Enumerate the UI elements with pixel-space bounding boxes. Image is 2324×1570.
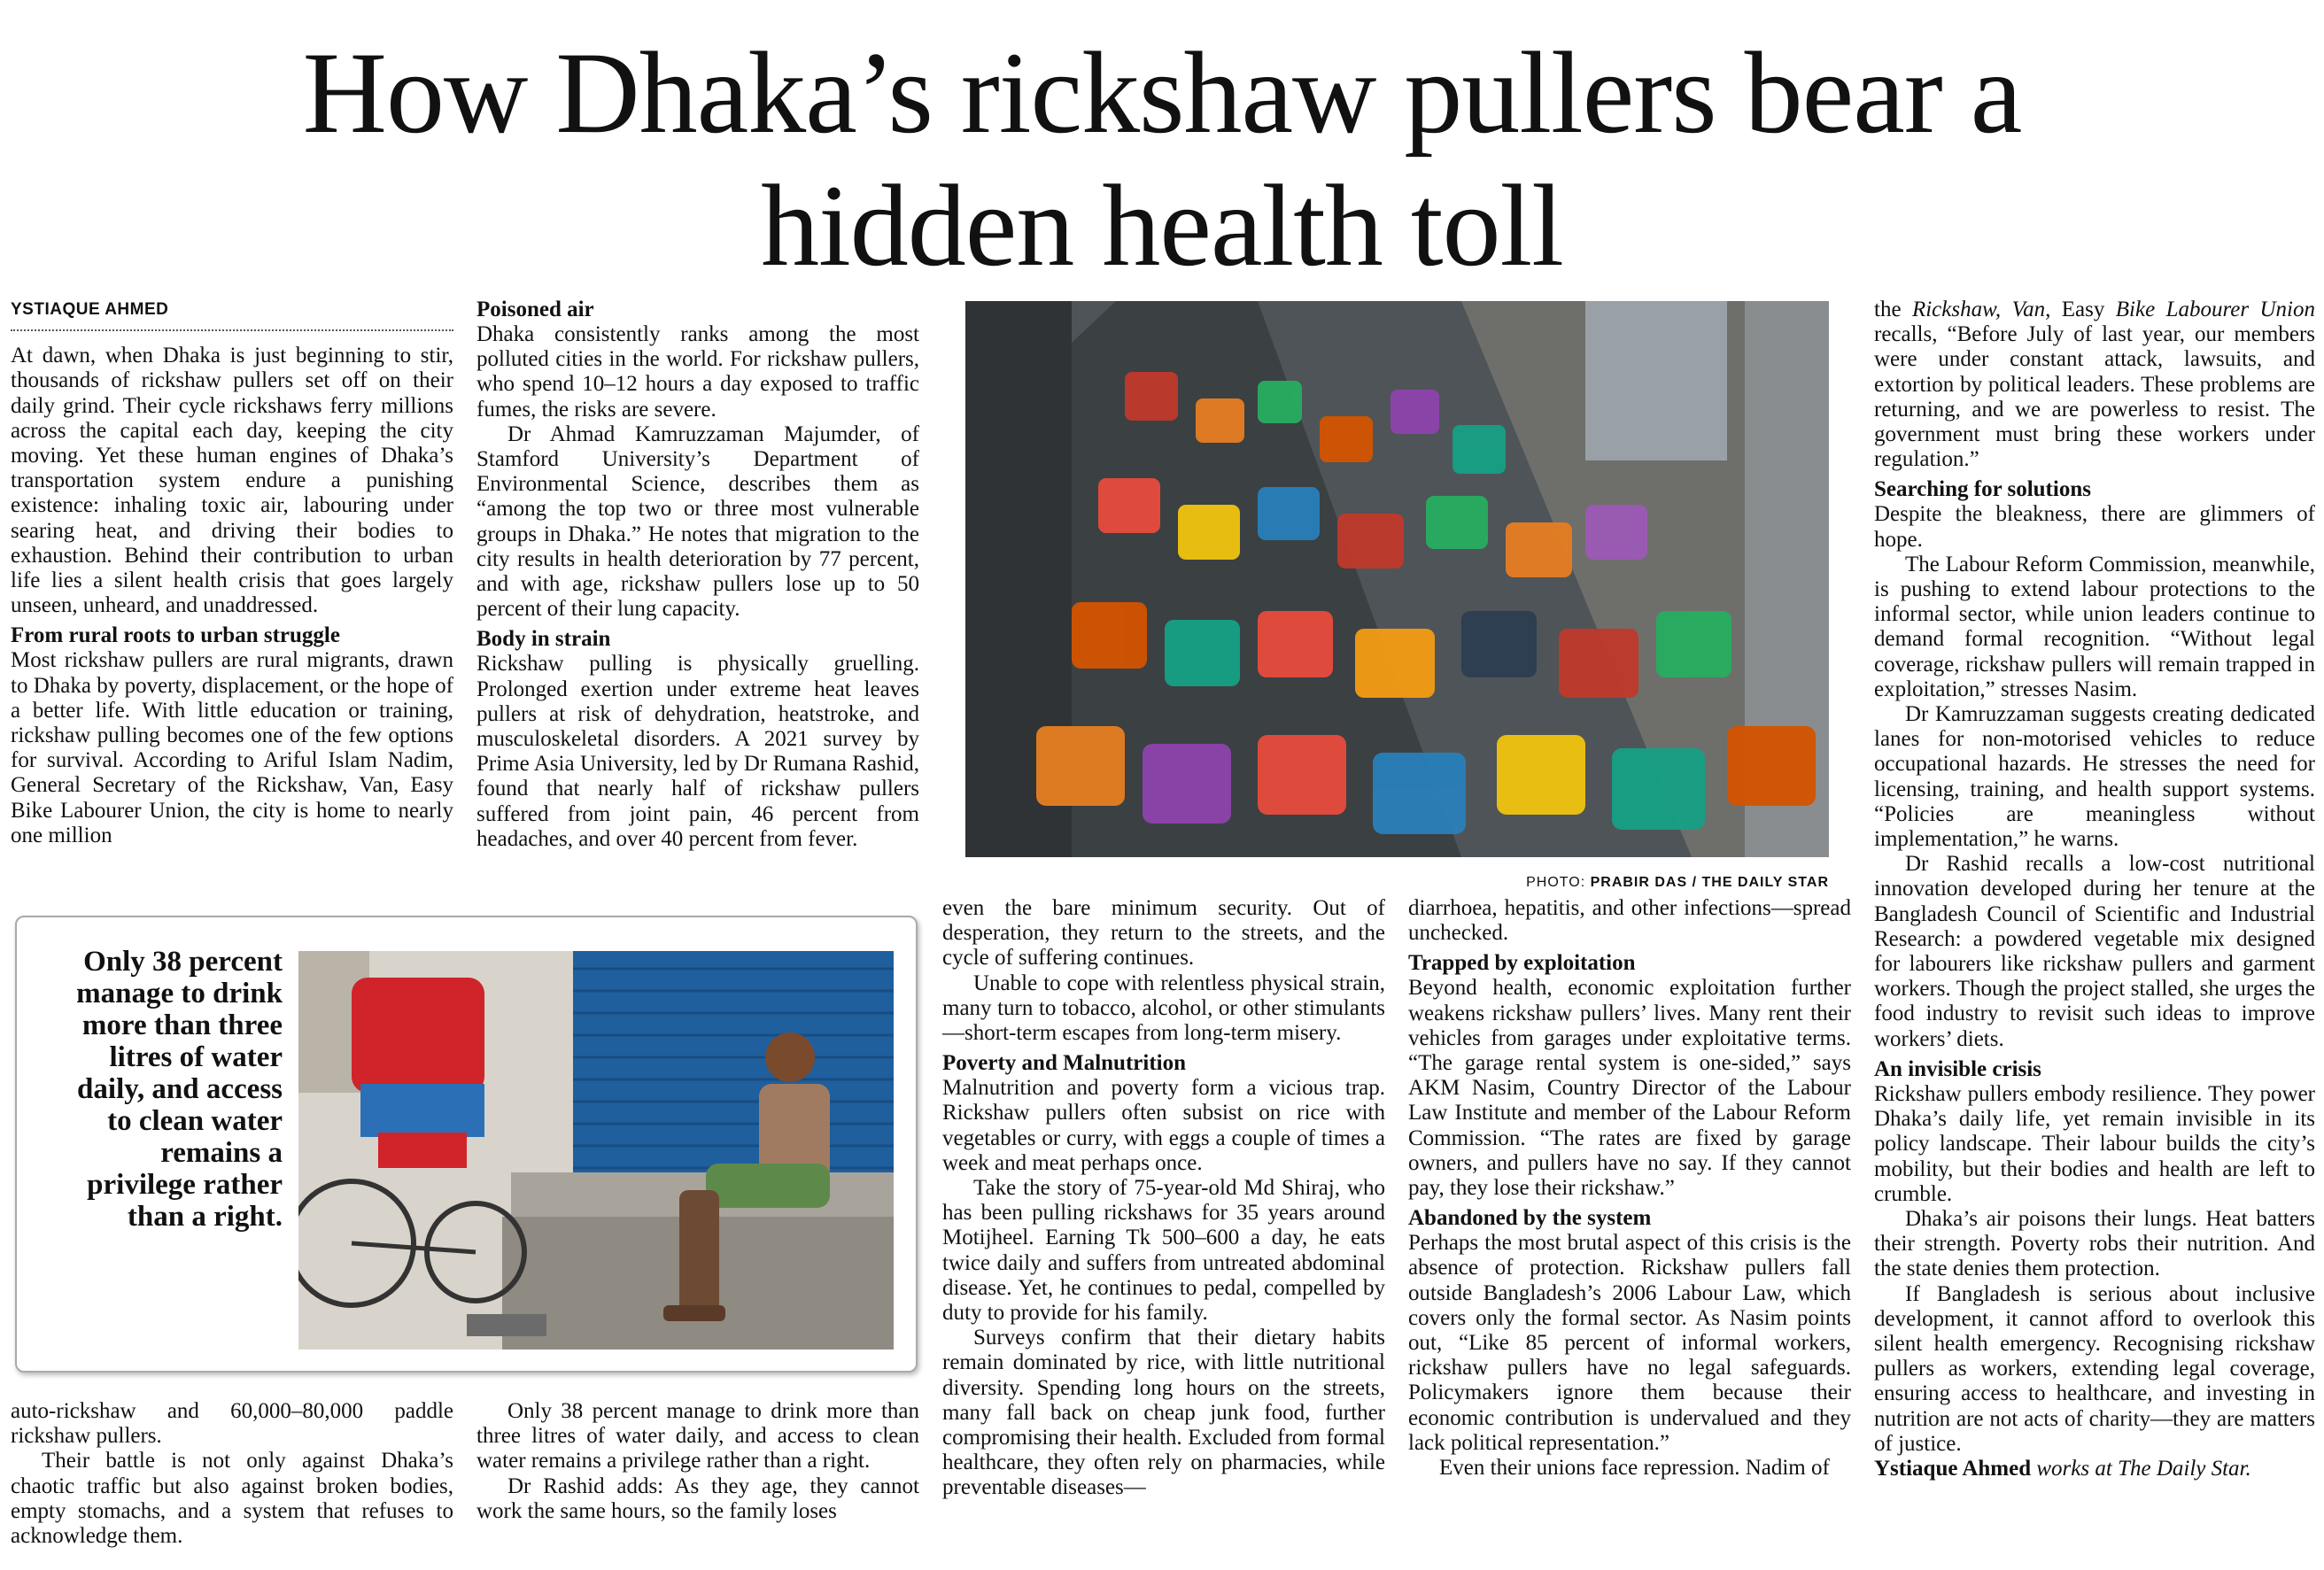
paragraph-water: Only 38 percent manage to drink more than three litres of water daily, and access to clean water remains a privilege rather than a right. <box>476 1399 919 1473</box>
paragraph-diarrhoea: diarrhoea, hepatitis, and other infections—spread unchecked. <box>1408 896 1851 946</box>
union-name-italic-2: Bike Labourer Union <box>2115 298 2315 321</box>
paragraph-air-poisons: Dhaka’s air poisons their lungs. Heat batters their strength. Poverty robs their nutrition. And the state denies them protection. <box>1874 1206 2315 1281</box>
paragraph-malnutrition: Malnutrition and poverty form a vicious trap. Rickshaw pullers often subsist on rice with vegetables or curry, with eggs a couple of times a week and meat perhaps once. <box>942 1076 1385 1175</box>
author-works-at: works at <box>2036 1456 2112 1481</box>
pull-quote-box <box>15 916 918 1373</box>
paragraph-continuation: auto-rickshaw and 60,000–80,000 paddle rickshaw pullers. <box>11 1399 453 1449</box>
paragraph-dedicated-lanes: Dr Kamruzzaman suggests creating dedicated lanes for non-motorised vehicles to reduce occupational hazards. He stresses the need for licensing, training, and health support systems. “Policies are meaningless without implementation,” he warns. <box>1874 702 2315 852</box>
paragraph-garage-rental: Beyond health, economic exploitation further weakens rickshaw pullers’ lives. Many rent their vehicles from garages under exploitative terms. “The garage rental system is one-sided,” says AKM Nasim, Country Director of the Labour Law Institute and member of the Labour Reform Commission. “The rates are fixed by garage owners, and pullers have no say. If they cannot pay, they lose their rickshaw.” <box>1408 976 1851 1201</box>
photo-credit-name: PRABIR DAS / THE DAILY STAR <box>1590 875 1829 890</box>
paragraph-glimmers: Despite the bleakness, there are glimmers of hope. <box>1874 502 2315 552</box>
subhead-invisible-crisis: An invisible crisis <box>1874 1056 2041 1081</box>
paragraph-nutritional-innovation: Dr Rashid recalls a low-cost nutritional innovation developed during her tenure at the Bangladesh Council of Scientific and Industrial Research: a powdered vegetable mix designed for labourers like rickshaw pullers and garment workers. Though the project stalled, she urges the food industry to revisit such ideas to improve workers’ diets. <box>1874 852 2315 1051</box>
paragraph-resilience: Rickshaw pullers embody resilience. They power Dhaka’s daily life, yet remain invisible in its policy landscape. Their labour builds the city’s mobility, but their bodies and health are left to crumble. <box>1874 1081 2315 1206</box>
column-5 <box>1874 298 2315 1481</box>
subhead-poverty: Poverty and Malnutrition <box>942 1051 1186 1076</box>
subhead-poisoned-air: Poisoned air <box>476 298 594 321</box>
paragraph-md-shiraj: Take the story of 75-year-old Md Shiraj, who has been pulling rickshaws for 35 years around Motijheel. Earning Tk 500–600 a day, he eats twice daily and suffers from untreated abdominal disease. Yet, he continues to pedal, compelled by duty to provide for his family. <box>942 1176 1385 1326</box>
column-4 <box>1408 896 1851 1481</box>
subhead-solutions: Searching for solutions <box>1874 477 2091 502</box>
column-2-bottom <box>476 1399 919 1524</box>
paragraph-tobacco: Unable to cope with relentless physical strain, many turn to tobacco, alcohol, or other stimulants—short-term escapes from long-term misery. <box>942 971 1385 1046</box>
paragraph-union-recalls <box>1874 298 2315 472</box>
photo-credit <box>965 875 1829 891</box>
paragraph-pollution: Dhaka consistently ranks among the most polluted cities in the world. For rickshaw pullers, who spend 10–12 hours a day exposed to traffic fumes, the risks are severe. <box>476 322 919 422</box>
photo-credit-prefix: PHOTO: <box>1526 875 1586 890</box>
column-1-bottom <box>11 1399 453 1549</box>
author-name: Ystiaque Ahmed <box>1874 1456 2032 1481</box>
paragraph-surveys: Surveys confirm that their dietary habits remain dominated by rice, with little nutritional diversity. Spending long hours on the streets, many fall back on cheap junk food, further compromising their health. Excluded from formal healthcare, they often rely on pharmacies, while preventable diseases— <box>942 1326 1385 1500</box>
rickshaw-puller-resting-photo <box>298 951 894 1350</box>
author-outlet: The Daily Star. <box>2118 1456 2251 1481</box>
column-1-top <box>11 298 453 848</box>
subhead-abandoned: Abandoned by the system <box>1408 1206 1652 1231</box>
union-name-italic: Rickshaw, Van, <box>1911 298 2051 321</box>
union-text-2: Easy <box>2061 298 2105 321</box>
intro-paragraph: At dawn, when Dhaka is just beginning to stir, thousands of rickshaw pullers set off on their daily grind. Their cycle rickshaws ferry millions across the capital each day, keeping the city moving. Yet these human engines of Dhaka’s transportation system endure a punishing existence: inhaling toxic air, labouring under searing heat, and driving their bodies to exhaustion. Behind their contribution to urban life lies a silent health crisis that goes largely unseen, unheard, and unaddressed. <box>11 344 453 618</box>
union-text-1: the <box>1874 298 1902 321</box>
author-signature <box>1874 1457 2315 1481</box>
headline-line-2: hidden health toll <box>761 160 1563 290</box>
pull-quote: Only 38 percent manage to drink more than three litres of water daily, and access to clean water remains a privilege rather than a right. <box>76 946 283 1233</box>
paragraph-labour-law: Perhaps the most brutal aspect of this crisis is the absence of protection. Rickshaw pullers fall outside Bangladesh’s 2006 Labour Law, which covers only the formal sector. As Nasim points out, “Like 85 percent of informal workers, rickshaw pullers have no legal safeguards. Policymakers ignore them because their economic contribution is undervalued and they lack political representation.” <box>1408 1231 1851 1455</box>
paragraph-bare-minimum: even the bare minimum security. Out of desperation, they return to the streets, and the cycle of suffering continues. <box>942 896 1385 971</box>
byline: YSTIAQUE AHMED <box>11 298 453 331</box>
paragraph-unions: Even their unions face repression. Nadim of <box>1439 1456 1830 1481</box>
paragraph-rural-migrants: Most rickshaw pullers are rural migrants, drawn to Dhaka by poverty, displacement, or the hope of a better life. With little education or training, rickshaw pulling becomes one of the few options for survival. According to Ariful Islam Nadim, General Secretary of the Rickshaw, Van, Easy Bike Labourer Union, the city is home to nearly one million <box>11 648 453 847</box>
column-2-top <box>476 298 919 852</box>
paragraph-battle: Their battle is not only against Dhaka’s chaotic traffic but also against broken bodies, empty stomachs, and a system that refuses to acknowledge them. <box>11 1449 453 1549</box>
subhead-exploitation: Trapped by exploitation <box>1408 951 1636 976</box>
paragraph-gruelling: Rickshaw pulling is physically gruelling. Prolonged exertion under extreme heat leaves pullers at risk of dehydration, heatstroke, and musculoskeletal disorders. A 2021 survey by Prime Asia University, led by Dr Rumana Rashid, found that nearly half of rickshaw pullers suffered from joint pain, 46 percent from headaches, and over 40 percent from fever. <box>476 652 919 851</box>
union-quote: recalls, “Before July of last year, our members were under constant attack, lawsuits, and extortion by political leaders. These problems are returning, and we are powerless to resist. The government must bring these workers under regulation.” <box>1874 322 2315 472</box>
subhead-body-in-strain: Body in strain <box>476 627 611 652</box>
column-3 <box>942 896 1385 1501</box>
rickshaw-puller-illustration <box>298 951 894 1350</box>
paragraph-rashid-adds: Dr Rashid adds: As they age, they cannot work the same hours, so the family loses <box>476 1473 919 1523</box>
headline-line-1: How Dhaka’s rickshaw pullers bear a <box>302 27 2022 158</box>
rickshaw-traffic-photo <box>965 301 1829 857</box>
subhead-rural-roots: From rural roots to urban struggle <box>11 623 340 648</box>
headline <box>35 27 2289 292</box>
paragraph-majumder: Dr Ahmad Kamruzzaman Majumder, of Stamford University’s Department of Environmental Science, describes them as “among the top two or three most vulnerable groups in Dhaka.” He notes that migration to the city results in health deterioration by 77 percent, and with age, rickshaw pullers lose up to 50 percent of their lung capacity. <box>476 422 919 622</box>
paragraph-inclusive-development: If Bangladesh is serious about inclusive development, it cannot afford to overlook this silent health emergency. Recognising rickshaw pullers as workers, extending legal coverage, ensuring access to healthcare, and investing in nutrition are not acts of charity—they are matters of justice. <box>1874 1281 2315 1456</box>
paragraph-reform-commission: The Labour Reform Commission, meanwhile, is pushing to extend labour protections to the informal sector, while union leaders continue to demand formal recognition. “Without legal coverage, rickshaw pullers will remain trapped in exploitation,” stresses Nasim. <box>1874 552 2315 701</box>
rickshaw-traffic-illustration <box>965 301 1829 857</box>
